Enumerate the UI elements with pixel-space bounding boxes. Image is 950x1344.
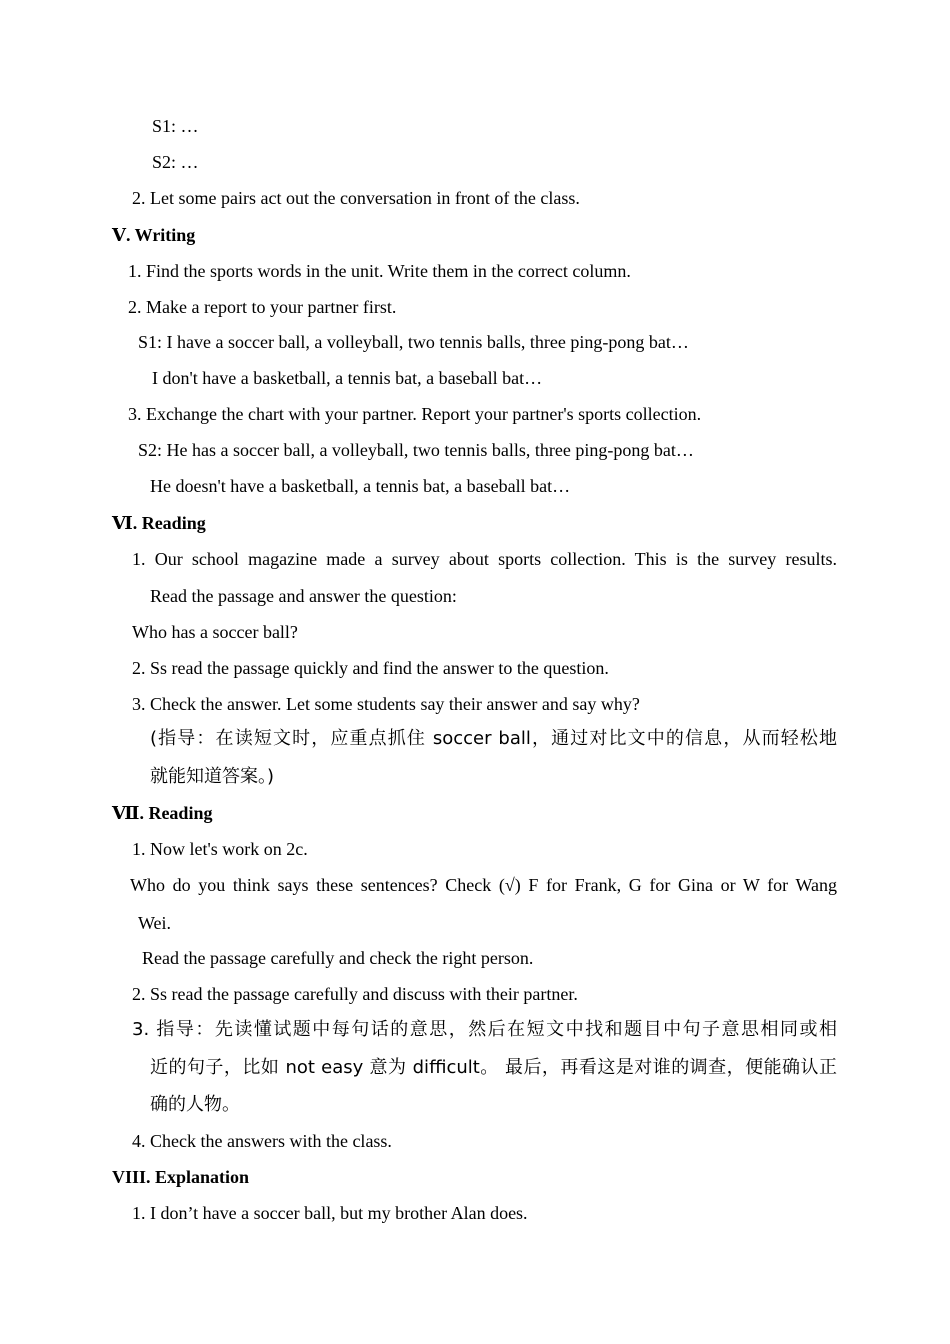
- reading6-step-3: 3. Check the answer. Let some students say their answer and say why?: [132, 694, 640, 714]
- section-heading-reading-6: Ⅵ. Reading: [112, 513, 206, 533]
- dialogue-line-s2: S2: …: [152, 152, 199, 172]
- step-act-out: 2. Let some pairs act out the conversation in front of the class.: [132, 188, 580, 208]
- section-heading-explanation: VIII. Explanation: [112, 1167, 250, 1187]
- report-s2-doesnt-have: He doesn't have a basketball, a tennis bat, a baseball bat…: [150, 476, 571, 496]
- writing-step-1: 1. Find the sports words in the unit. Write them in the correct column.: [128, 261, 631, 281]
- reading7-guidance-line-3: 确的人物。: [150, 1094, 240, 1115]
- writing-step-3: 3. Exchange the chart with your partner. Report your partner's sports collection.: [128, 404, 702, 424]
- reading7-guidance-line-2: 近的句子，比如 not easy 意为 difficult。 最后，再看这是对谁的调查，便能确认正: [150, 1057, 837, 1078]
- report-s1-dont-have: I don't have a basketball, a tennis bat, a baseball bat…: [152, 368, 543, 388]
- section-heading-reading-7: Ⅶ. Reading: [112, 803, 213, 823]
- section-heading-writing: Ⅴ. Writing: [112, 225, 196, 245]
- reading6-question: Who has a soccer ball?: [132, 622, 298, 642]
- reading7-check-sentence-cont: Wei.: [138, 913, 172, 933]
- reading6-guidance-line-2: 就能知道答案。): [150, 766, 275, 787]
- reading6-guidance-line-1: (指导：在读短文时，应重点抓住 soccer ball，通过对比文中的信息，从而轻松地: [150, 728, 837, 749]
- reading7-step-4: 4. Check the answers with the class.: [132, 1131, 392, 1151]
- explanation-point-1: 1. I don’t have a soccer ball, but my brother Alan does.: [132, 1203, 528, 1223]
- reading6-instruction: Read the passage and answer the question:: [150, 586, 457, 606]
- reading6-step-1: 1. Our school magazine made a survey about sports collection. This is the survey results.: [132, 549, 837, 569]
- reading7-instruction: Read the passage carefully and check the right person.: [142, 948, 534, 968]
- reading7-step-2: 2. Ss read the passage carefully and discuss with their partner.: [132, 984, 578, 1004]
- report-s2-has: S2: He has a soccer ball, a volleyball, two tennis balls, three ping-pong bat…: [138, 440, 694, 460]
- report-s1-have: S1: I have a soccer ball, a volleyball, two tennis balls, three ping-pong bat…: [138, 332, 689, 352]
- reading7-guidance-line-1: 3. 指导：先读懂试题中每句话的意思，然后在短文中找和题目中句子意思相同或相: [132, 1019, 837, 1040]
- reading7-step-1: 1. Now let's work on 2c.: [132, 839, 308, 859]
- reading7-check-sentence: Who do you think says these sentences? Check (√) F for Frank, G for Gina or W for Wang: [130, 875, 837, 895]
- dialogue-line-s1: S1: …: [152, 116, 199, 136]
- writing-step-2: 2. Make a report to your partner first.: [128, 297, 397, 317]
- reading6-step-2: 2. Ss read the passage quickly and find the answer to the question.: [132, 658, 609, 678]
